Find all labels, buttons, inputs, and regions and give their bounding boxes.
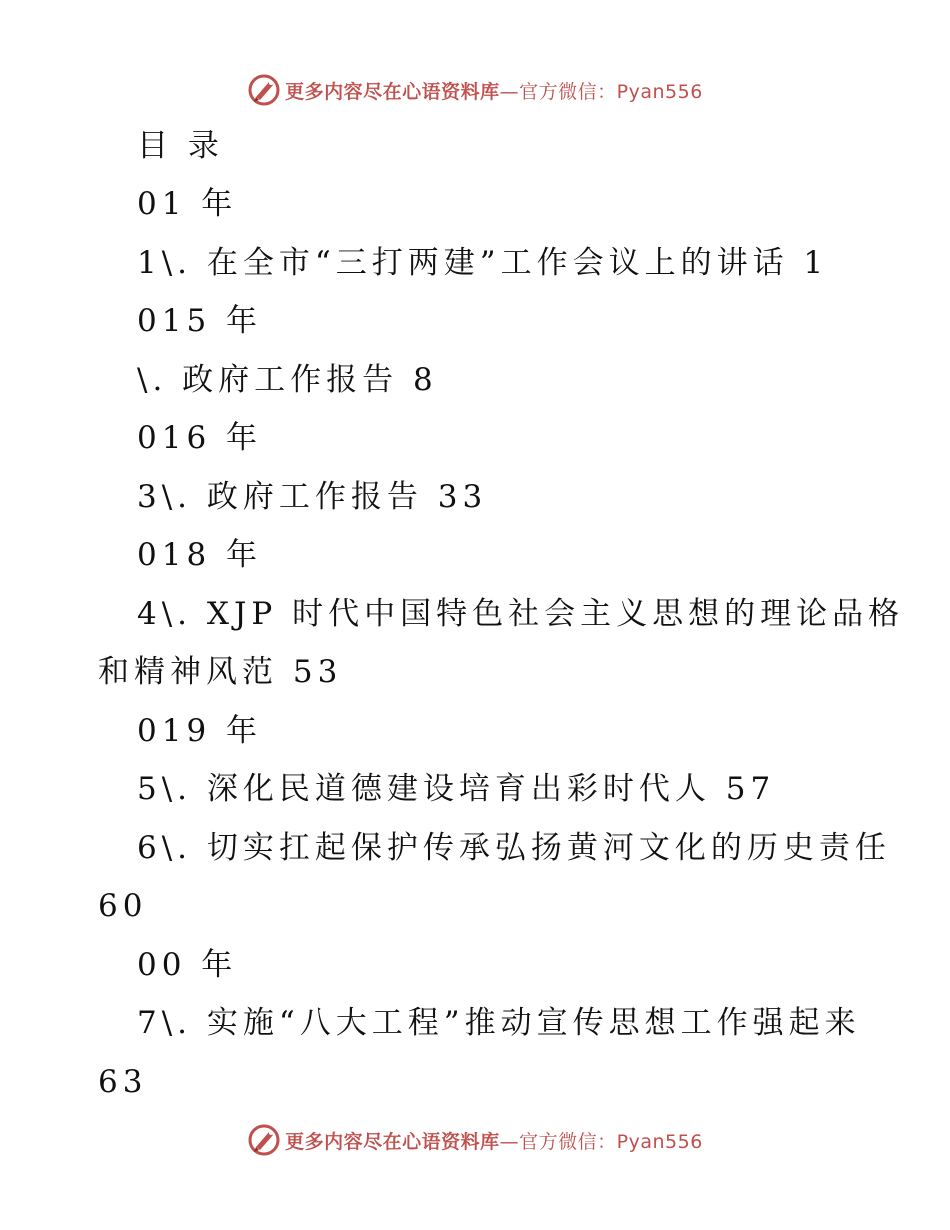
watermark-text (285, 77, 703, 104)
toc-entry: 6\. 切实扛起保护传承弘扬黄河文化的历史责任 (137, 830, 891, 866)
watermark-sep: — (499, 1130, 520, 1153)
watermark-text (285, 1127, 703, 1154)
toc-title: 目 录 (137, 128, 224, 164)
toc-year-heading: 016 年 (137, 420, 263, 456)
toc-year-heading: 00 年 (137, 947, 238, 983)
toc-entry: 3\. 政府工作报告 33 (137, 479, 488, 515)
toc-year-heading: 01 年 (137, 186, 238, 222)
toc-entry: 5\. 深化民道德建设培育出彩时代人 57 (137, 771, 776, 807)
toc-entry: 4\. XJP 时代中国特色社会主义思想的理论品格 (137, 596, 905, 632)
toc-year-heading: 019 年 (137, 713, 263, 749)
toc-entry: 7\. 实施“八大工程”推动宣传思想工作强起来 (137, 1005, 861, 1041)
toc-year-heading: 015 年 (137, 303, 263, 339)
watermark-tail: 官方微信：Pyan556 (519, 1130, 703, 1153)
toc-entry: \. 政府工作报告 8 (137, 362, 438, 398)
toc-entry-continuation: 和精神风范 53 (98, 654, 343, 690)
toc-entry-continuation: 60 (98, 888, 148, 924)
toc-entry: 1\. 在全市“三打两建”工作会议上的讲话 1 (137, 245, 829, 281)
toc-year-heading: 018 年 (137, 537, 263, 573)
pen-logo-icon (247, 73, 281, 107)
watermark-main: 更多内容尽在心语资料库 (285, 1130, 500, 1153)
toc-entry-continuation: 63 (98, 1064, 148, 1100)
header-watermark (0, 70, 950, 110)
watermark-tail: 官方微信：Pyan556 (519, 80, 703, 103)
watermark-sep: — (499, 80, 520, 103)
watermark-main: 更多内容尽在心语资料库 (285, 80, 500, 103)
footer-watermark (0, 1120, 950, 1160)
pen-logo-icon (247, 1123, 281, 1157)
